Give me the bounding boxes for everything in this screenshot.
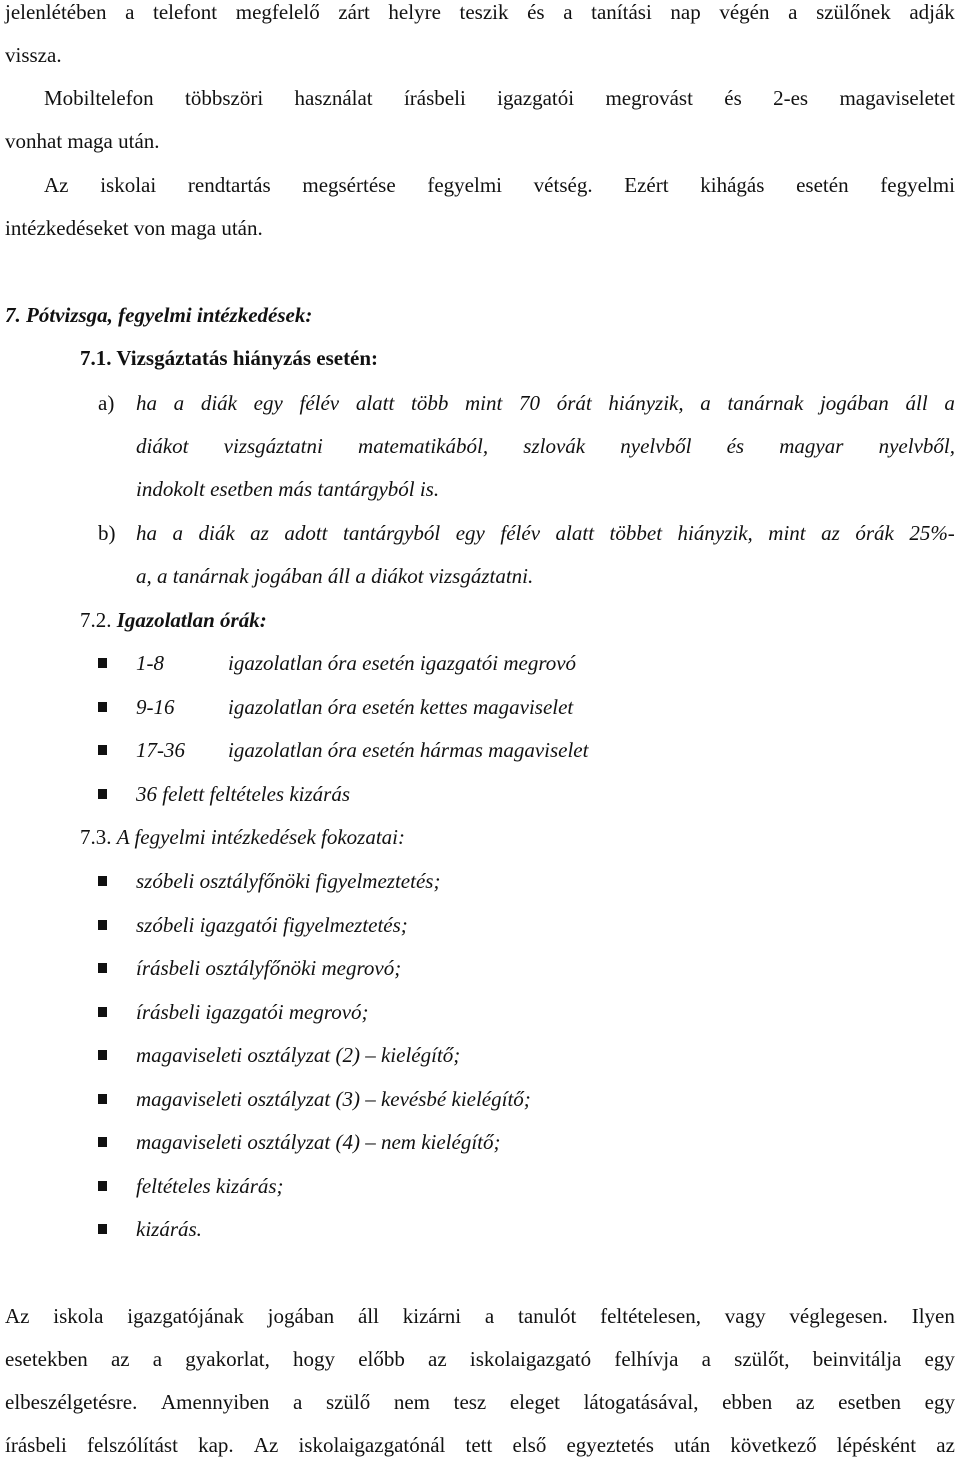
hours-range: 1-8 [136,651,164,675]
bullet-square-icon [98,920,107,930]
paragraph-line: vonhat maga után. [5,129,160,153]
list-item-text: ha a diák az adott tantárgyból egy félév alatt többet hiányzik, mint az órák 25%- [136,521,955,545]
list-item-text: diákot vizsgáztatni matematikából, szlovák nyelvből és magyar nyelvből, [136,434,955,458]
subsection-heading [80,824,405,850]
list-item-text: feltételes kizárás; [136,1174,284,1198]
list-item-text: magaviseleti osztályzat (4) – nem kielégítő; [136,1130,501,1154]
paragraph-line: intézkedéseket von maga után. [5,216,263,240]
bullet-square-icon [98,1137,107,1147]
list-item-text: szóbeli osztályfőnöki figyelmeztetés; [136,869,441,893]
list-item-text: írásbeli igazgatói megrovó; [136,1000,369,1024]
bullet-square-icon [98,1181,107,1191]
paragraph-line: Mobiltelefon többszöri használat írásbeli igazgatói megrovást és 2-es magaviseletet [44,86,955,110]
bullet-square-icon [98,876,107,886]
paragraph-line: vissza. [5,43,62,67]
list-item-text: igazolatlan óra esetén hármas magaviselet [228,738,589,762]
hours-range: 17-36 [136,738,185,762]
subsection-heading [80,607,267,633]
section-heading: 7. Pótvizsga, fegyelmi intézkedések: [5,303,313,327]
paragraph-line: Az iskolai rendtartás megsértése fegyelmi vétség. Ezért kihágás esetén fegyelmi [44,173,955,197]
bullet-square-icon [98,658,107,668]
hours-range: 9-16 [136,695,175,719]
bullet-square-icon [98,745,107,755]
bullet-square-icon [98,1050,107,1060]
bullet-square-icon [98,1224,107,1234]
list-item-text: igazolatlan óra esetén kettes magaviselet [228,695,574,719]
list-item-text: igazolatlan óra esetén igazgatói megrovó [228,651,577,675]
paragraph-line: elbeszélgetésre. Amennyiben a szülő nem tesz eleget látogatásával, ebben az esetben egy [5,1390,955,1414]
list-item-text: magaviseleti osztályzat (3) – kevésbé kielégítő; [136,1087,531,1111]
subsection-number: 7.3. [80,825,112,849]
bullet-square-icon [98,702,107,712]
paragraph-line: jelenlétében a telefont megfelelő zárt helyre teszik és a tanítási nap végén a szülőnek adják [5,0,955,24]
list-item-text: kizárás. [136,1217,202,1241]
list-marker: b) [98,521,116,545]
bullet-square-icon [98,963,107,973]
paragraph-line: esetekben az a gyakorlat, hogy előbb az iskolaigazgató felhívja a szülőt, beinvitálja egy [5,1347,955,1371]
bullet-square-icon [98,1007,107,1017]
list-item-text: 36 felett feltételes kizárás [136,782,351,806]
list-item-text: indokolt esetben más tantárgyból is. [136,477,440,501]
bullet-square-icon [98,789,107,799]
paragraph-line: Az iskola igazgatójának jogában áll kizárni a tanulót feltételesen, vagy véglegesen. Ilyen [5,1304,955,1328]
list-item-text: magaviseleti osztályzat (2) – kielégítő; [136,1043,461,1067]
paragraph-line: írásbeli felszólítást kap. Az iskolaigazgatónál tett első egyeztetés után következő lépésként az [5,1433,955,1457]
list-item-text: a, a tanárnak jogában áll a diákot vizsgáztatni. [136,564,534,588]
list-item-text: ha a diák egy félév alatt több mint 70 órát hiányzik, a tanárnak jogában áll a [136,391,955,415]
subsection-heading: 7.1. Vizsgáztatás hiányzás esetén: [80,346,379,370]
subsection-title: Igazolatlan órák: [116,608,267,632]
bullet-square-icon [98,1094,107,1104]
list-item-text: szóbeli igazgatói figyelmeztetés; [136,913,408,937]
subsection-number: 7.2. [80,608,112,632]
list-item-text: írásbeli osztályfőnöki megrovó; [136,956,402,980]
subsection-title: A fegyelmi intézkedések fokozatai: [116,825,406,849]
list-marker: a) [98,391,115,415]
